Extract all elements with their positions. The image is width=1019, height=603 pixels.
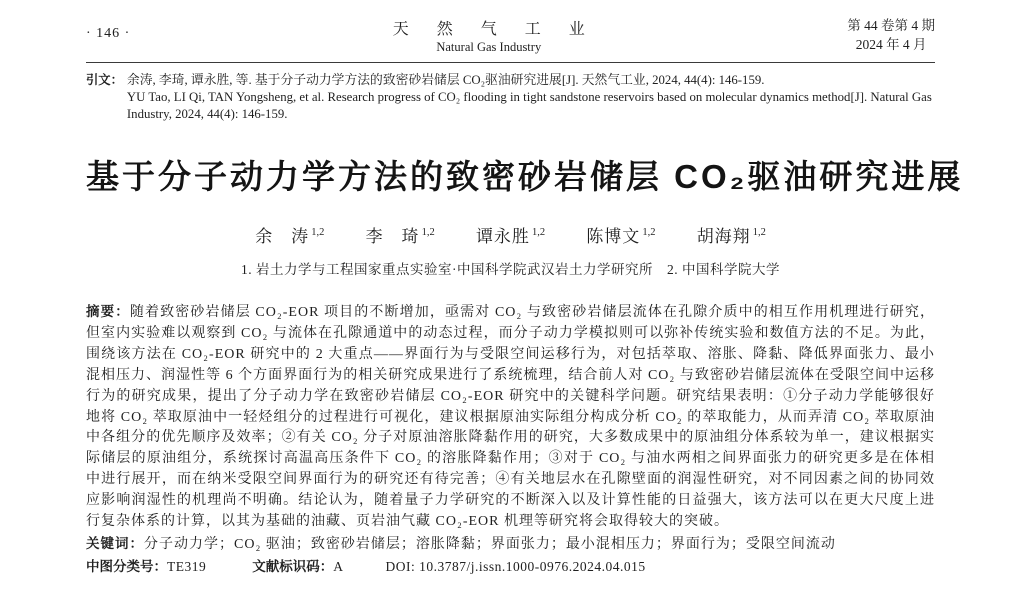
author-superscript: 1,2 xyxy=(421,227,435,239)
journal-title-cn: 天 然 气 工 业 xyxy=(392,21,597,38)
author xyxy=(697,227,766,246)
author xyxy=(476,227,545,246)
author-name: 余 涛 xyxy=(255,227,310,246)
clc-number xyxy=(86,556,206,578)
journal-title-block xyxy=(381,16,597,55)
page-number: · 146 · xyxy=(86,26,131,41)
document-code xyxy=(252,556,343,578)
issue-info xyxy=(847,16,935,54)
author-name: 谭永胜 xyxy=(475,227,530,246)
author-superscript: 1,2 xyxy=(531,227,546,239)
affiliation: 1. 岩土力学与工程国家重点实验室·中国科学院武汉岩土力学研究所 2. 中国科学院大学 xyxy=(241,262,780,277)
citation-label: 引文： xyxy=(86,73,123,87)
document-code-label: 文献标识码： xyxy=(252,558,334,574)
page-header xyxy=(86,16,935,60)
author xyxy=(366,227,435,246)
journal-title-en: Natural Gas Industry xyxy=(436,40,542,54)
author xyxy=(255,227,324,246)
document-code-value: A xyxy=(333,558,344,574)
clc-value: TE319 xyxy=(167,558,207,574)
issue-date: 2024 年 4 月 xyxy=(855,37,927,52)
article-title: 基于分子动力学方法的致密砂岩储层 CO₂驱油研究进展 xyxy=(86,158,964,195)
abstract xyxy=(86,302,935,533)
keywords-text: 分子动力学；CO₂ 驱油；致密砂岩储层；溶胀降黏；界面张力；最小混相压力；界面行为；受限空间流动 xyxy=(144,536,836,552)
author xyxy=(586,227,655,246)
keywords-label: 关键词： xyxy=(86,535,144,551)
doi: DOI: 10.3787/j.issn.1000-0976.2024.04.015 xyxy=(385,558,646,574)
header-divider xyxy=(86,62,935,63)
abstract-label: 摘要： xyxy=(86,304,130,319)
abstract-text: 随着致密砂岩储层 CO₂-EOR 项目的不断增加，亟需对 CO₂ 与致密砂岩储层流体在孔隙介质中的相互作用机理进行研究，但室内实验难以观察到 CO₂ 与流体在孔隙通道中的动态过程，而分子动力学模拟则可以弥补传统实验和数值方法的不足。为此，围绕该方法在 CO₂-EOR 研究中的 2 大重点——界面行为与受限空间运移行为，对包括萃取、溶胀、降黏、降低界面张力、最小混相压力、润湿性等 6 个方面界面行为的相关研究成果进行了系统梳理，结合前人对 CO₂ 与致密砂岩储层流体在受限空间中运移行为的研究成果，提出了分子动力学在致密砂岩储层 CO₂-EOR 研究中的关键科学问题。研究结果表明：①分子动力学能够很好地将 CO₂ 萃取原油中一轻烃组分的过程进行可视化，建议根据原油实际组分构成分析 CO₂ 的萃取能力，从而弄清 CO₂ 萃取原油中各组分的优先顺序及效率；②有关 CO₂ 分子对原油溶胀降黏作用的研究，大多数成果中的原油组分体系较为单一，建议根据实际储层的原油组分，系统探讨高温高压条件下 CO₂ 的溶胀降黏作用；③对于 CO₂ 与油水两相之间界面张力的研究更多是在体相中进行展开，而在纳米受限空间界面行为的研究还有待完善；④有关地层水在孔隙壁面的润湿性研究，对不同因素之间的协同效应影响润湿性的机理尚不明确。结论认为，随着量子力学研究的不断深入以及计算性能的日益强大，该方法可以在更大尺度上进行复杂体系的计算，以其为基础的油藏、页岩油气藏 CO₂-EOR 机理等研究将会取得较大的突破。 xyxy=(86,305,936,530)
citation-block xyxy=(86,72,935,123)
volume-issue: 第 44 卷第 4 期 xyxy=(847,18,935,33)
clc-label: 中图分类号： xyxy=(86,558,167,574)
citation-chinese: 余涛, 李琦, 谭永胜, 等. 基于分子动力学方法的致密砂岩储层 CO₂驱油研究进展[J]. 天然气工业, 2024, 44(4): 146-159. xyxy=(126,73,765,87)
author-name: 胡海翔 xyxy=(696,227,751,246)
author-superscript: 1,2 xyxy=(642,227,656,239)
citation-body xyxy=(127,72,935,123)
author-name: 陈博文 xyxy=(586,227,641,246)
author-list xyxy=(86,222,935,247)
author-superscript: 1,2 xyxy=(752,227,766,239)
citation-english: YU Tao, LI Qi, TAN Yongsheng, et al. Research progress of CO₂ flooding in tight sandstone reservoirs based on molecular dynamics method[J]. Natural Gas Industry, 2024, 44(4): 146-159. xyxy=(126,90,932,121)
keywords xyxy=(86,533,935,555)
author-superscript: 1,2 xyxy=(311,227,325,239)
classification-line xyxy=(86,556,935,578)
author-name: 李 琦 xyxy=(365,227,420,246)
